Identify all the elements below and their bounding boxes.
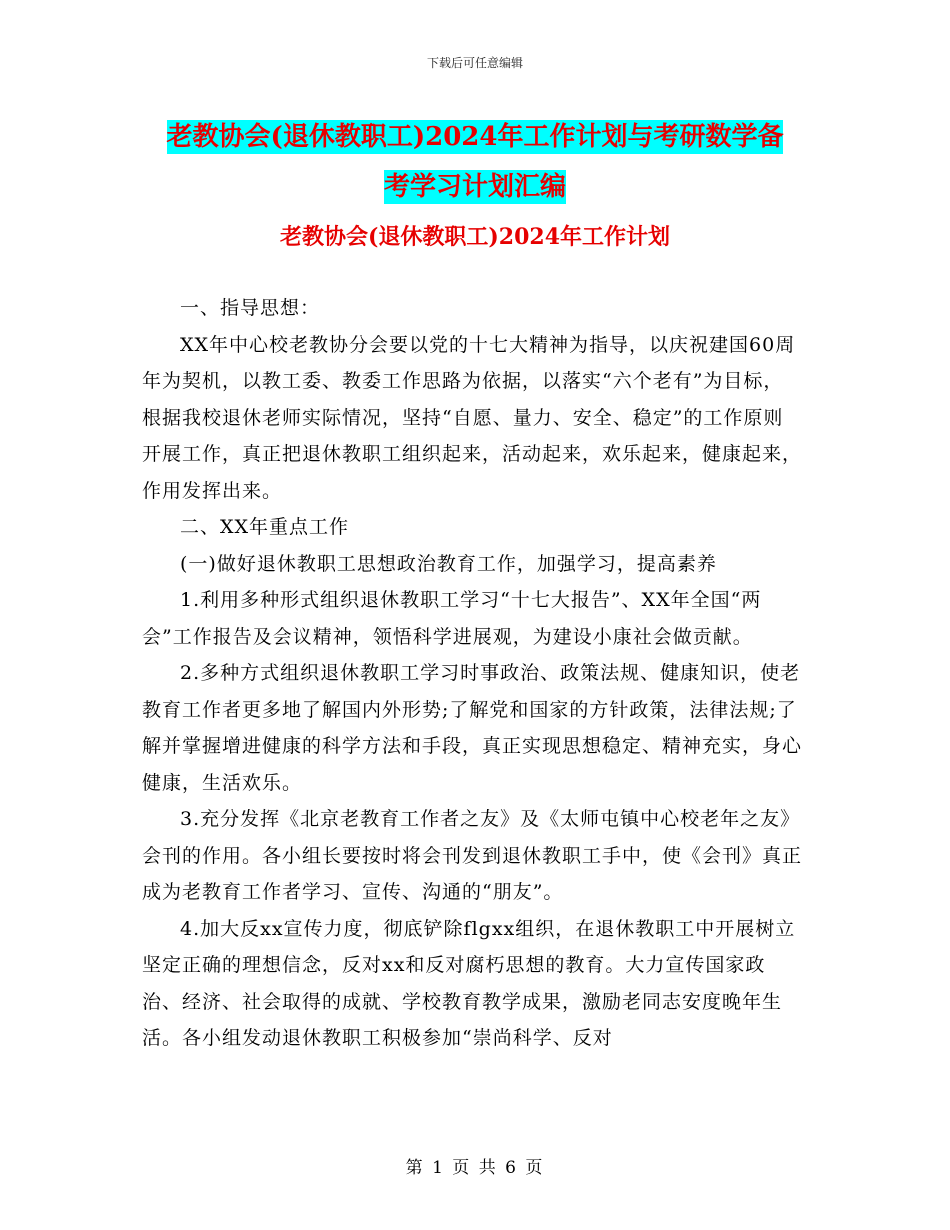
section-title: 老教协会(退休教职工)2024年工作计划 — [279, 224, 671, 250]
paragraph: 1.利用多种形式组织退休教职工学习“十七大报告”、XX年全国“两会”工作报告及会议精神，领悟科学进展观，为建设小康社会做贡献。 — [142, 589, 762, 648]
paragraph: 2.多种方式组织退休教职工学习时事政治、政策法规、健康知识，使老教育工作者更多地了解国内外形势;了解党和国家的方针政策，法律法规;了解并掌握增进健康的科学方法和手段，真正实现思想稳定、精神充实，身心健康，生活欢乐。 — [142, 662, 803, 794]
document-title — [140, 112, 810, 212]
title-line-2: 考学习计划汇编 — [383, 172, 566, 202]
header-note: 下载后可任意编辑 — [426, 56, 523, 70]
title-line-1: 老教协会(退休教职工)2024年工作计划与考研数学备 — [166, 122, 784, 152]
page-indicator: 第 1 页 共 6 页 — [405, 1158, 545, 1178]
document-body — [142, 290, 802, 1057]
paragraph: 3.充分发挥《北京老教育工作者之友》及《太师屯镇中心校老年之友》会刊的作用。各小组长要按时将会刊发到退休教职工手中，使《会刊》真正成为老教育工作者学习、宣传、沟通的“朋友”。 — [142, 808, 803, 903]
paragraph: XX年中心校老教协分会要以党的十七大精神为指导，以庆祝建国60周年为契机，以教工委、教委工作思路为依据，以落实“六个老有”为目标，根据我校退休老师实际情况，坚持“自愿、量力、安全、稳定”的工作原则开展工作，真正把退休教职工组织起来，活动起来，欢乐起来，健康起来，作用发挥出来。 — [142, 333, 803, 502]
paragraph-heading-key-work: 二、XX年重点工作 — [180, 516, 350, 538]
paragraph-subheading: (一)做好退休教职工思想政治教育工作，加强学习，提高素养 — [180, 552, 717, 575]
paragraph-heading-guiding-thought: 一、指导思想： — [180, 297, 321, 319]
paragraph: 4.加大反xx宣传力度，彻底铲除flgxx组织，在退休教职工中开展树立坚定正确的理想信念，反对xx和反对腐朽思想的教育。大力宣传国家政治、经济、社会取得的成就、学校教育教学成果，激励老同志安度晚年生活。各小组发动退休教职工积极参加“崇尚科学、反对 — [142, 917, 796, 1049]
